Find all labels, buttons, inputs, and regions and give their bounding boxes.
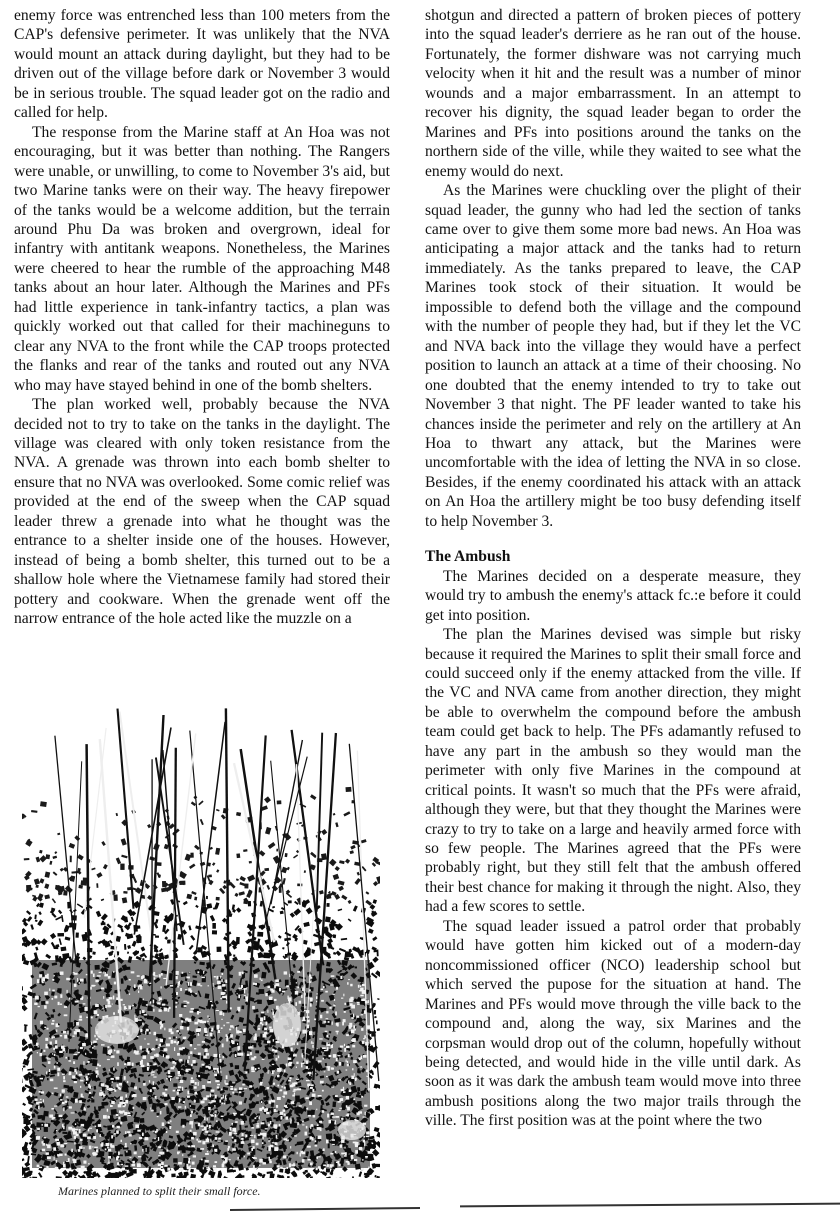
left-text-column (14, 6, 390, 629)
paragraph: The response from the Marine staff at An Hoa was not encouraging, but it was better than nothing. The Rangers were unable, or unwilling, to come to November 3's aid, but two Marine tanks were on their way. The heavy firepower of the tanks would be a welcome addition, but the terrain around Phu Da was broken and overgrown, ideal for infantry with antitank weapons. Nonetheless, the Marines were cheered to hear the rumble of the approaching M48 tanks about an hour later. Although the Marines and PFs had little experience in tank-infantry tactics, a plan was quickly worked out that called for their machineguns to clear any NVA to the front while the CAP troops protected the flanks and rear of the tanks and routed out any NVA who may have stayed behind in one of the bomb shelters. (14, 123, 390, 394)
paragraph: shotgun and directed a pattern of broken pieces of pottery into the squad leader's derriere as he ran out of the house. Fortunately, the former dishware was not carrying much velocity when it hit and the result was a number of minor wounds and a major embarrassment. In an attempt to recover his dignity, the squad leader began to order the Marines and PFs into positions around the tanks on the northern side of the ville, while they waited to see what the enemy would do next. (425, 7, 801, 180)
paragraph: The squad leader issued a patrol order that probably would have gotten him kicked out of a modern-day noncommissioned officer (NCO) leadership school but which served the pupose for the situation at hand. The Marines and PFs would move through the ville back to the compound and, along the way, six Marines and the corpsman would drop out of the column, hopefully without being detected, and would hide in the ville until dark. As soon as it was dark the ambush team would move into three ambush positions along the two major trails through the ville. The first position was at the point where the two (425, 917, 801, 1130)
page-edge-rule (460, 1203, 840, 1208)
paragraph: The Marines decided on a desperate measure, they would try to ambush the enemy's attack fc.:e before it could get into position. (425, 567, 801, 624)
figure-caption: Marines planned to split their small force. (58, 1184, 261, 1198)
paragraph: As the Marines were chuckling over the plight of their squad leader, the gunny who had led the section of tanks came over to give them some more bad news. An Hoa was anticipating a major attack and the tanks had to return immediately. As the tanks prepared to leave, the CAP Marines took stock of their situation. It would be impossible to defend both the village and the compound with the number of people they had, but if they let the VC and NVA back into the village they would have a perfect position to launch an attack at a time of their choosing. No one doubted that the enemy intended to try to take out November 3 that night. The PF leader wanted to take his chances inside the perimeter and rely on the artillery at An Hoa to thwart any attack, but the Marines were uncomfortable with the idea of letting the NVA in so close. Besides, if the enemy coordinated his attack with an attack on An Hoa the artillery might be too busy defending itself to help November 3. (425, 182, 801, 530)
jungle-photo-image (22, 700, 380, 1178)
paragraph: The plan worked well, probably because the NVA decided not to try to take on the tanks in the daylight. The village was cleared with only token resistance from the NVA. A grenade was thrown into each bomb shelter to ensure that no NVA was overlooked. Some comic relief was provided at the end of the sweep when the CAP squad leader threw a grenade into what he thought was the entrance to a shelter inside one of the houses. However, instead of being a bomb shelter, this turned out to be a shallow hole where the Vietnamese family had stored their pottery and cookware. When the grenade went off the narrow entrance of the hole acted like the muzzle on a (14, 396, 390, 628)
page-edge-rule (230, 1207, 420, 1211)
figure-photo (22, 700, 380, 1178)
paragraph: The plan the Marines devised was simple but risky because it required the Marines to split their small force and could succeed only if the enemy attacked from the ville. If the VC and NVA came from another direction, they might be able to overwhelm the compound before the ambush team could get back to help. The PFs adamantly refused to have any part in the ambush so they would man the perimeter with only five Marines in the compound at critical points. It wasn't so much that the PFs were afraid, although they were, but that they thought the Marines were crazy to try to take on a large and heavily armed force with so few people. The Marines agreed that the PFs were probably right, but they still felt that the ambush offered their best chance for making it through the night. Also, they had a few scores to settle. (425, 626, 801, 916)
right-text-column (425, 6, 801, 1131)
paragraph: enemy force was entrenched less than 100 meters from the CAP's defensive perimeter. It was unlikely that the NVA would mount an attack during daylight, but they had to be driven out of the village before dark or November 3 would be in serious trouble. The squad leader got on the radio and called for help. (14, 7, 390, 122)
section-heading: The Ambush (425, 548, 511, 566)
